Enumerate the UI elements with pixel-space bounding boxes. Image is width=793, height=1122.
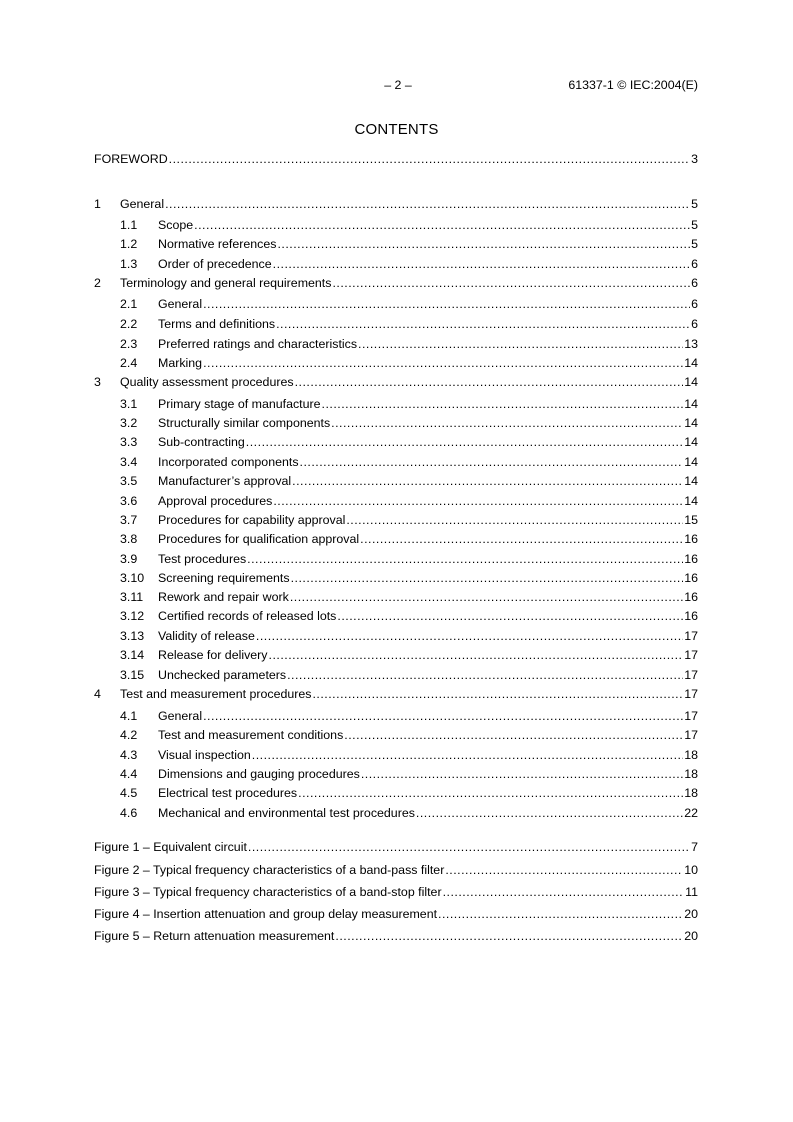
figure-caption: Figure 5 – Return attenuation measurement bbox=[94, 929, 335, 943]
toc-entry[interactable] bbox=[94, 493, 698, 509]
toc-entry[interactable] bbox=[94, 608, 698, 624]
toc-entry-title: Order of precedence bbox=[158, 257, 272, 271]
toc-entry-number: 3.11 bbox=[120, 590, 144, 604]
toc-page-number: 17 bbox=[684, 648, 698, 662]
toc-entry-number: 3.5 bbox=[120, 474, 138, 488]
toc-page-number: 14 bbox=[684, 474, 698, 488]
toc-entry-number: 4.6 bbox=[120, 806, 138, 820]
toc-entry-number: 3.13 bbox=[120, 629, 145, 643]
figure-caption: Figure 4 – Insertion attenuation and group delay measurement bbox=[94, 907, 438, 921]
toc-entry[interactable] bbox=[94, 434, 698, 450]
toc-entry[interactable] bbox=[94, 396, 698, 412]
dot-leader bbox=[322, 396, 684, 412]
dot-leader bbox=[438, 906, 683, 922]
toc-entry-title: Incorporated components bbox=[158, 455, 299, 469]
dot-leader bbox=[194, 217, 690, 233]
toc-page-number: 15 bbox=[684, 513, 698, 527]
toc-entry-number: 3.3 bbox=[120, 435, 138, 449]
toc-entry[interactable] bbox=[94, 275, 698, 291]
toc-entry-title: Procedures for qualification approval bbox=[158, 532, 360, 546]
toc-entry[interactable] bbox=[94, 473, 698, 489]
dot-leader bbox=[169, 151, 690, 167]
toc-entry-title: Screening requirements bbox=[158, 571, 290, 585]
toc-entry-title: General bbox=[120, 197, 165, 211]
toc-entry-number: 1.2 bbox=[120, 237, 138, 251]
toc-entry[interactable] bbox=[94, 766, 698, 782]
toc-entry[interactable] bbox=[94, 551, 698, 567]
toc-entry-title: Terms and definitions bbox=[158, 317, 276, 331]
toc-page-number: 22 bbox=[684, 806, 698, 820]
toc-entry-number: 4.4 bbox=[120, 767, 138, 781]
dot-leader bbox=[416, 805, 683, 821]
toc-entry[interactable] bbox=[94, 355, 698, 371]
toc-page-number: 14 bbox=[684, 416, 698, 430]
dot-leader bbox=[276, 316, 690, 332]
toc-entry-title: Approval procedures bbox=[158, 494, 273, 508]
toc-page-number: 17 bbox=[684, 709, 698, 723]
toc-entry[interactable] bbox=[94, 454, 698, 470]
toc-entry-title: Release for delivery bbox=[158, 648, 268, 662]
dot-leader bbox=[298, 785, 683, 801]
dot-leader bbox=[246, 434, 683, 450]
toc-page-number: 17 bbox=[684, 687, 698, 701]
toc-entry-title: Sub-contracting bbox=[158, 435, 245, 449]
toc-entry-title: Dimensions and gauging procedures bbox=[158, 767, 360, 781]
toc-page-number: 16 bbox=[684, 590, 698, 604]
toc-page-number: 20 bbox=[684, 929, 698, 943]
toc-page-number: 18 bbox=[684, 786, 698, 800]
toc-entry-number: 4.1 bbox=[120, 709, 138, 723]
toc-entry-number: 2.1 bbox=[120, 297, 138, 311]
dot-leader bbox=[332, 275, 690, 291]
dot-leader bbox=[203, 355, 683, 371]
toc-entry[interactable] bbox=[94, 256, 698, 272]
dot-leader bbox=[443, 884, 685, 900]
toc-page-number: 16 bbox=[684, 552, 698, 566]
toc-entry-title: Rework and repair work bbox=[158, 590, 289, 604]
toc-entry-title: General bbox=[158, 709, 203, 723]
toc-entry-title: General bbox=[158, 297, 203, 311]
toc-page-number: 14 bbox=[684, 455, 698, 469]
toc-entry-number: 3 bbox=[94, 375, 101, 389]
toc-entry[interactable] bbox=[94, 512, 698, 528]
toc-entry-title: Procedures for capability approval bbox=[158, 513, 346, 527]
toc-entry-title: Electrical test procedures bbox=[158, 786, 298, 800]
toc-page-number: 17 bbox=[684, 668, 698, 682]
toc-page-number: 14 bbox=[684, 356, 698, 370]
dot-leader bbox=[273, 493, 683, 509]
dot-leader bbox=[300, 454, 684, 470]
toc-entry-title: Unchecked parameters bbox=[158, 668, 287, 682]
toc-page-number: 14 bbox=[684, 397, 698, 411]
toc-entry-number: 3.10 bbox=[120, 571, 145, 585]
toc-entry-number: 3.4 bbox=[120, 455, 138, 469]
toc-page-number: 3 bbox=[691, 152, 698, 166]
toc-page-number: 20 bbox=[684, 907, 698, 921]
toc-page-number: 17 bbox=[684, 728, 698, 742]
dot-leader bbox=[331, 415, 683, 431]
toc-entry-title: Test and measurement procedures bbox=[120, 687, 312, 701]
toc-entry-number: 2.3 bbox=[120, 337, 138, 351]
dot-leader bbox=[360, 531, 683, 547]
toc-entry[interactable] bbox=[94, 196, 698, 212]
toc-page-number: 14 bbox=[684, 435, 698, 449]
toc-entry-title: Validity of release bbox=[158, 629, 255, 643]
dot-leader bbox=[292, 473, 683, 489]
toc-entry[interactable] bbox=[94, 296, 698, 312]
toc-entry[interactable] bbox=[94, 236, 698, 252]
toc-page-number: 16 bbox=[684, 609, 698, 623]
toc-entry[interactable] bbox=[94, 316, 698, 332]
toc-page-number: 10 bbox=[684, 863, 698, 877]
toc-entry-title: Scope bbox=[158, 218, 194, 232]
toc-entry[interactable] bbox=[94, 708, 698, 724]
toc-entry-number: 4.2 bbox=[120, 728, 138, 742]
dot-leader bbox=[346, 512, 683, 528]
document-reference: 61337-1 © IEC:2004(E) bbox=[568, 78, 698, 92]
dot-leader bbox=[445, 862, 683, 878]
toc-entry-number: 4.3 bbox=[120, 748, 138, 762]
toc-page-number: 13 bbox=[684, 337, 698, 351]
toc-entry-title: Visual inspection bbox=[158, 748, 251, 762]
page-number: – 2 – bbox=[384, 78, 412, 92]
figure-caption: Figure 1 – Equivalent circuit bbox=[94, 840, 247, 854]
toc-page-number: 16 bbox=[684, 532, 698, 546]
toc-entry[interactable] bbox=[94, 151, 698, 167]
toc-entry-number: 4 bbox=[94, 687, 101, 701]
dot-leader bbox=[295, 374, 684, 390]
toc-entry-number: 3.14 bbox=[120, 648, 145, 662]
figure-caption: Figure 3 – Typical frequency characteristics of a band-stop filter bbox=[94, 885, 442, 899]
dot-leader bbox=[247, 551, 683, 567]
toc-page-number: 6 bbox=[691, 317, 698, 331]
toc-page-number: 6 bbox=[691, 276, 698, 290]
toc-entry-title: Quality assessment procedures bbox=[120, 375, 294, 389]
toc-entry[interactable] bbox=[94, 217, 698, 233]
toc-entry-number: 3.9 bbox=[120, 552, 138, 566]
toc-entry[interactable] bbox=[94, 727, 698, 743]
toc-page-number: 17 bbox=[684, 629, 698, 643]
toc-entry-number: 2.2 bbox=[120, 317, 138, 331]
toc-entry-title: Structurally similar components bbox=[158, 416, 331, 430]
dot-leader bbox=[248, 839, 690, 855]
dot-leader bbox=[287, 667, 683, 683]
figure-list-entry[interactable] bbox=[94, 884, 698, 900]
toc-entry-number: 4.5 bbox=[120, 786, 138, 800]
dot-leader bbox=[203, 296, 690, 312]
toc-entry-number: 3.1 bbox=[120, 397, 138, 411]
dot-leader bbox=[358, 336, 683, 352]
dot-leader bbox=[252, 747, 683, 763]
dot-leader bbox=[291, 570, 684, 586]
toc-page-number: 7 bbox=[691, 840, 698, 854]
toc-entry-title: Primary stage of manufacture bbox=[158, 397, 321, 411]
toc-entry[interactable] bbox=[94, 647, 698, 663]
toc-entry[interactable] bbox=[94, 747, 698, 763]
dot-leader bbox=[277, 236, 690, 252]
toc-entry-title: Test procedures bbox=[158, 552, 247, 566]
toc-entry[interactable] bbox=[94, 570, 698, 586]
dot-leader bbox=[165, 196, 690, 212]
dot-leader bbox=[256, 628, 683, 644]
toc-entry[interactable] bbox=[94, 374, 698, 390]
toc-page-number: 5 bbox=[691, 197, 698, 211]
toc-entry[interactable] bbox=[94, 336, 698, 352]
figure-list-entry[interactable] bbox=[94, 862, 698, 878]
toc-page-number: 16 bbox=[684, 571, 698, 585]
toc-entry-title: Terminology and general requirements bbox=[120, 276, 332, 290]
toc-entry[interactable] bbox=[94, 531, 698, 547]
toc-entry-number: 3.15 bbox=[120, 668, 145, 682]
dot-leader bbox=[312, 686, 683, 702]
toc-entry-number: 1 bbox=[94, 197, 101, 211]
toc-entry-title: FOREWORD bbox=[94, 152, 168, 166]
toc-entry[interactable] bbox=[94, 805, 698, 821]
toc-entry-number: 3.6 bbox=[120, 494, 138, 508]
toc-entry-number: 3.8 bbox=[120, 532, 138, 546]
toc-entry[interactable] bbox=[94, 785, 698, 801]
toc-entry-title: Normative references bbox=[158, 237, 277, 251]
dot-leader bbox=[269, 647, 684, 663]
toc-page-number: 18 bbox=[684, 748, 698, 762]
toc-page-number: 14 bbox=[684, 494, 698, 508]
figure-list-entry[interactable] bbox=[94, 839, 698, 855]
toc-entry-number: 2.4 bbox=[120, 356, 138, 370]
toc-entry-title: Mechanical and environmental test procedures bbox=[158, 806, 415, 820]
toc-entry[interactable] bbox=[94, 415, 698, 431]
dot-leader bbox=[337, 608, 683, 624]
dot-leader bbox=[273, 256, 690, 272]
dot-leader bbox=[335, 928, 683, 944]
toc-entry-number: 3.2 bbox=[120, 416, 138, 430]
dot-leader bbox=[361, 766, 683, 782]
figure-caption: Figure 2 – Typical frequency characteristics of a band-pass filter bbox=[94, 863, 445, 877]
toc-page-number: 5 bbox=[691, 218, 698, 232]
toc-entry-number: 1.1 bbox=[120, 218, 138, 232]
dot-leader bbox=[203, 708, 683, 724]
dot-leader bbox=[344, 727, 683, 743]
page-title: CONTENTS bbox=[354, 121, 439, 138]
toc-entry[interactable] bbox=[94, 686, 698, 702]
toc-entry-number: 2 bbox=[94, 276, 101, 290]
figure-list-entry[interactable] bbox=[94, 928, 698, 944]
toc-entry-title: Certified records of released lots bbox=[158, 609, 337, 623]
toc-page-number: 6 bbox=[691, 257, 698, 271]
toc-page-number: 5 bbox=[691, 237, 698, 251]
toc-entry-title: Preferred ratings and characteristics bbox=[158, 337, 358, 351]
toc-entry-title: Manufacturer’s approval bbox=[158, 474, 292, 488]
toc-entry-title: Marking bbox=[158, 356, 203, 370]
toc-page-number: 14 bbox=[684, 375, 698, 389]
toc-entry[interactable] bbox=[94, 667, 698, 683]
toc-entry[interactable] bbox=[94, 589, 698, 605]
toc-entry[interactable] bbox=[94, 628, 698, 644]
toc-page-number: 18 bbox=[684, 767, 698, 781]
toc-entry-number: 3.12 bbox=[120, 609, 145, 623]
toc-entry-number: 3.7 bbox=[120, 513, 138, 527]
dot-leader bbox=[290, 589, 683, 605]
toc-entry-title: Test and measurement conditions bbox=[158, 728, 344, 742]
toc-entry-number: 1.3 bbox=[120, 257, 138, 271]
toc-page-number: 11 bbox=[685, 885, 698, 899]
toc-page-number: 6 bbox=[691, 297, 698, 311]
figure-list-entry[interactable] bbox=[94, 906, 698, 922]
